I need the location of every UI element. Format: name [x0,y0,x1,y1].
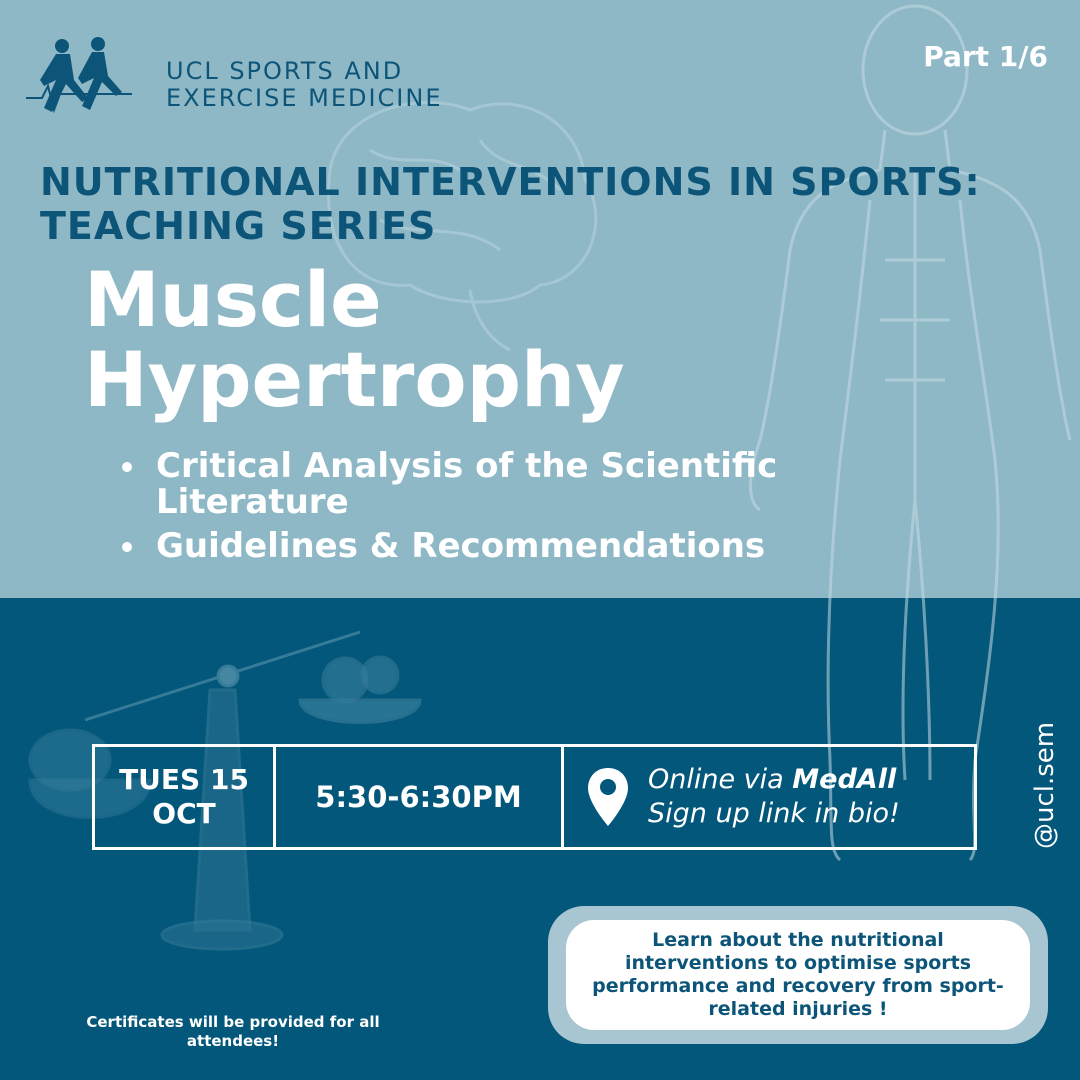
main-title-line2: Hypertrophy [84,335,625,424]
organization-name [166,58,586,112]
topic-item: Guidelines & Recommendations [118,528,918,564]
location-line [648,763,900,797]
callout-text: Learn about the nutritional interventions to optimise sports performance and recovery from sport-related injuries ! [592,929,1004,1020]
organization-name-line2: EXERCISE MEDICINE [166,84,443,112]
part-label: Part 1/6 [923,40,1048,73]
main-title-line1: Muscle [84,255,382,344]
organization-name-line1: UCL SPORTS AND [166,57,404,85]
topic-list [118,448,918,572]
location-prefix: Online via [648,764,784,795]
event-date-line1: TUES 15 [119,763,249,796]
certificate-note: Certificates will be provided for all attendees! [86,1013,380,1050]
series-title-line1: NUTRITIONAL INTERVENTIONS IN SPORTS: [40,160,981,204]
runners-logo-icon [22,28,134,136]
event-date-line2: OCT [152,797,216,830]
anatomy-figure-illustration [751,6,1070,860]
location-text [648,763,900,831]
event-location [564,747,974,847]
callout-box [566,920,1030,1030]
map-pin-icon [586,766,630,828]
signup-text: Sign up link in bio! [648,798,900,829]
series-title [40,160,1080,248]
social-handle: @ucl.sem [1030,721,1060,849]
location-platform: MedAll [792,764,897,795]
event-time: 5:30-6:30PM [276,747,564,847]
event-info-bar [92,744,977,850]
main-title [84,255,625,424]
series-title-line2: TEACHING SERIES [40,204,437,248]
topic-item: Critical Analysis of the Scientific Literature [118,448,918,520]
event-date [95,747,276,847]
